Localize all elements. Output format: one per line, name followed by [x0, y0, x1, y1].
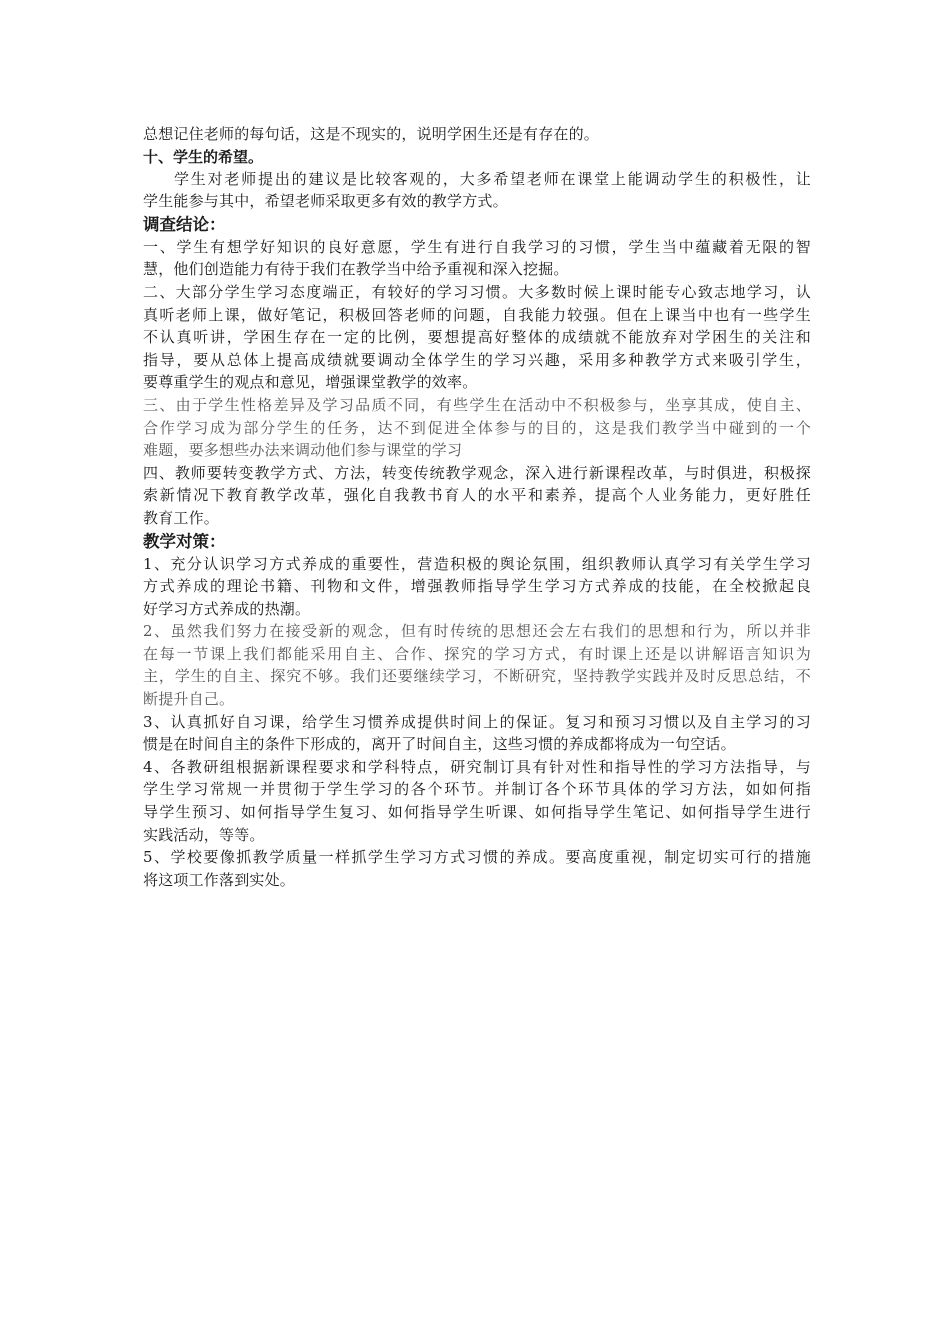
paragraph-line: 学生对老师提出的建议是比较客观的，大多希望老师在课堂上能调动学生的积极性，让 [174, 169, 811, 188]
paragraph-line: 在每一节课上我们都能采用自主、合作、探究的学习方式，有时课上还是以讲解语言知识为 [143, 644, 811, 663]
paragraph-line: 2、虽然我们努力在接受新的观念，但有时传统的思想还会左右我们的思想和行为，所以并非 [143, 622, 811, 641]
paragraph-line: 不认真听讲，学困生存在一定的比例，要想提高好整体的成绩就不能放弃对学困生的关注和 [143, 328, 811, 347]
conclusion-item-4 [143, 462, 811, 530]
paragraph-line: 方式养成的理论书籍、刊物和文件，增强教师指导学生学习方式养成的技能，在全校掀起良 [143, 577, 811, 596]
conclusion-item-3 [143, 394, 811, 462]
paragraph-line: 合作学习成为部分学生的任务，达不到促进全体参与的目的，这是我们教学当中碰到的一个 [143, 418, 811, 437]
paragraph-line: 慧，他们创造能力有待于我们在教学当中给予重视和深入挖掘。 [143, 260, 569, 279]
conclusion-heading: 调查结论： [143, 214, 226, 234]
strategy-item-3 [143, 711, 811, 756]
continuation-line: 总想记住老师的每句话，这是不现实的，说明学困生还是有存在的。 [143, 125, 600, 143]
paragraph-line: 教育工作。 [143, 508, 220, 527]
conclusion-item-1 [143, 236, 811, 281]
paragraph-line: 真听老师上课，做好笔记，积极回答老师的问题，自我能力较强。但在上课当中也有一些学生 [143, 305, 811, 324]
paragraph-line: 四、教师要转变教学方式、方法，转变传统教学观念，深入进行新课程改革，与时俱进，积极探 [143, 463, 811, 482]
paragraph-line: 好学习方式养成的热潮。 [143, 599, 311, 618]
strategy-item-1 [143, 553, 811, 621]
section-10-paragraph [143, 168, 811, 213]
paragraph-line: 导学生预习、如何指导学生复习、如何指导学生听课、如何指导学生笔记、如何指导学生进行 [143, 803, 811, 822]
paragraph-line: 主，学生的自主、探究不够。我们还要继续学习，不断研究，坚持教学实践并及时反思总结，不 [143, 667, 811, 686]
paragraph-line: 要尊重学生的观点和意见，增强课堂教学的效率。 [143, 373, 478, 392]
paragraph-line: 实践活动，等等。 [143, 825, 265, 844]
paragraph-line: 5、学校要像抓教学质量一样抓学生学习方式习惯的养成。要高度重视，制定切实可行的措施 [143, 848, 811, 867]
paragraph-line: 二、大部分学生学习态度端正，有较好的学习习惯。大多数时候上课时能专心致志地学习，认 [143, 282, 811, 301]
paragraph-line: 4、各教研组根据新课程要求和学科特点，研究制订具有针对性和指导性的学习方法指导，与 [143, 757, 811, 776]
conclusion-item-2 [143, 281, 811, 394]
paragraph-line: 学生能参与其中，希望老师采取更多有效的教学方式。 [143, 192, 508, 211]
paragraph-line: 3、认真抓好自习课，给学生习惯养成提供时间上的保证。复习和预习习惯以及自主学习的习 [143, 712, 811, 731]
strategy-item-4 [143, 756, 811, 846]
strategies-heading: 教学对策： [143, 531, 226, 551]
paragraph-line: 索新情况下教育教学改革，强化自我教书育人的水平和素养，提高个人业务能力，更好胜任 [143, 486, 811, 505]
section-10-heading: 十、学生的希望。 [143, 147, 264, 166]
paragraph-line: 指导，要从总体上提高成绩就要调动全体学生的学习兴趣，采用多种教学方式来吸引学生， [143, 350, 811, 369]
paragraph-line: 三、由于学生性格差异及学习品质不同，有些学生在活动中不积极参与，坐享其成，使自主、 [143, 395, 811, 414]
strategy-item-2 [143, 620, 811, 710]
paragraph-line: 学生学习常规一并贯彻于学生学习的各个环节。并制订各个环节具体的学习方法，如如何指 [143, 780, 811, 799]
paragraph-line: 将这项工作落到实处。 [143, 870, 296, 889]
document-page [143, 123, 811, 891]
paragraph-line: 断提升自己。 [143, 690, 235, 709]
paragraph-line: 1、充分认识学习方式养成的重要性，营造积极的舆论氛围，组织教师认真学习有关学生学习 [143, 554, 811, 573]
paragraph-line: 一、学生有想学好知识的良好意愿，学生有进行自我学习的习惯，学生当中蕴藏着无限的智 [143, 237, 811, 256]
paragraph-line: 难题，要多想些办法来调动他们参与课堂的学习 [143, 441, 463, 460]
paragraph-line: 惯是在时间自主的条件下形成的，离开了时间自主，这些习惯的养成都将成为一句空话。 [143, 735, 736, 754]
strategy-item-5 [143, 846, 811, 891]
